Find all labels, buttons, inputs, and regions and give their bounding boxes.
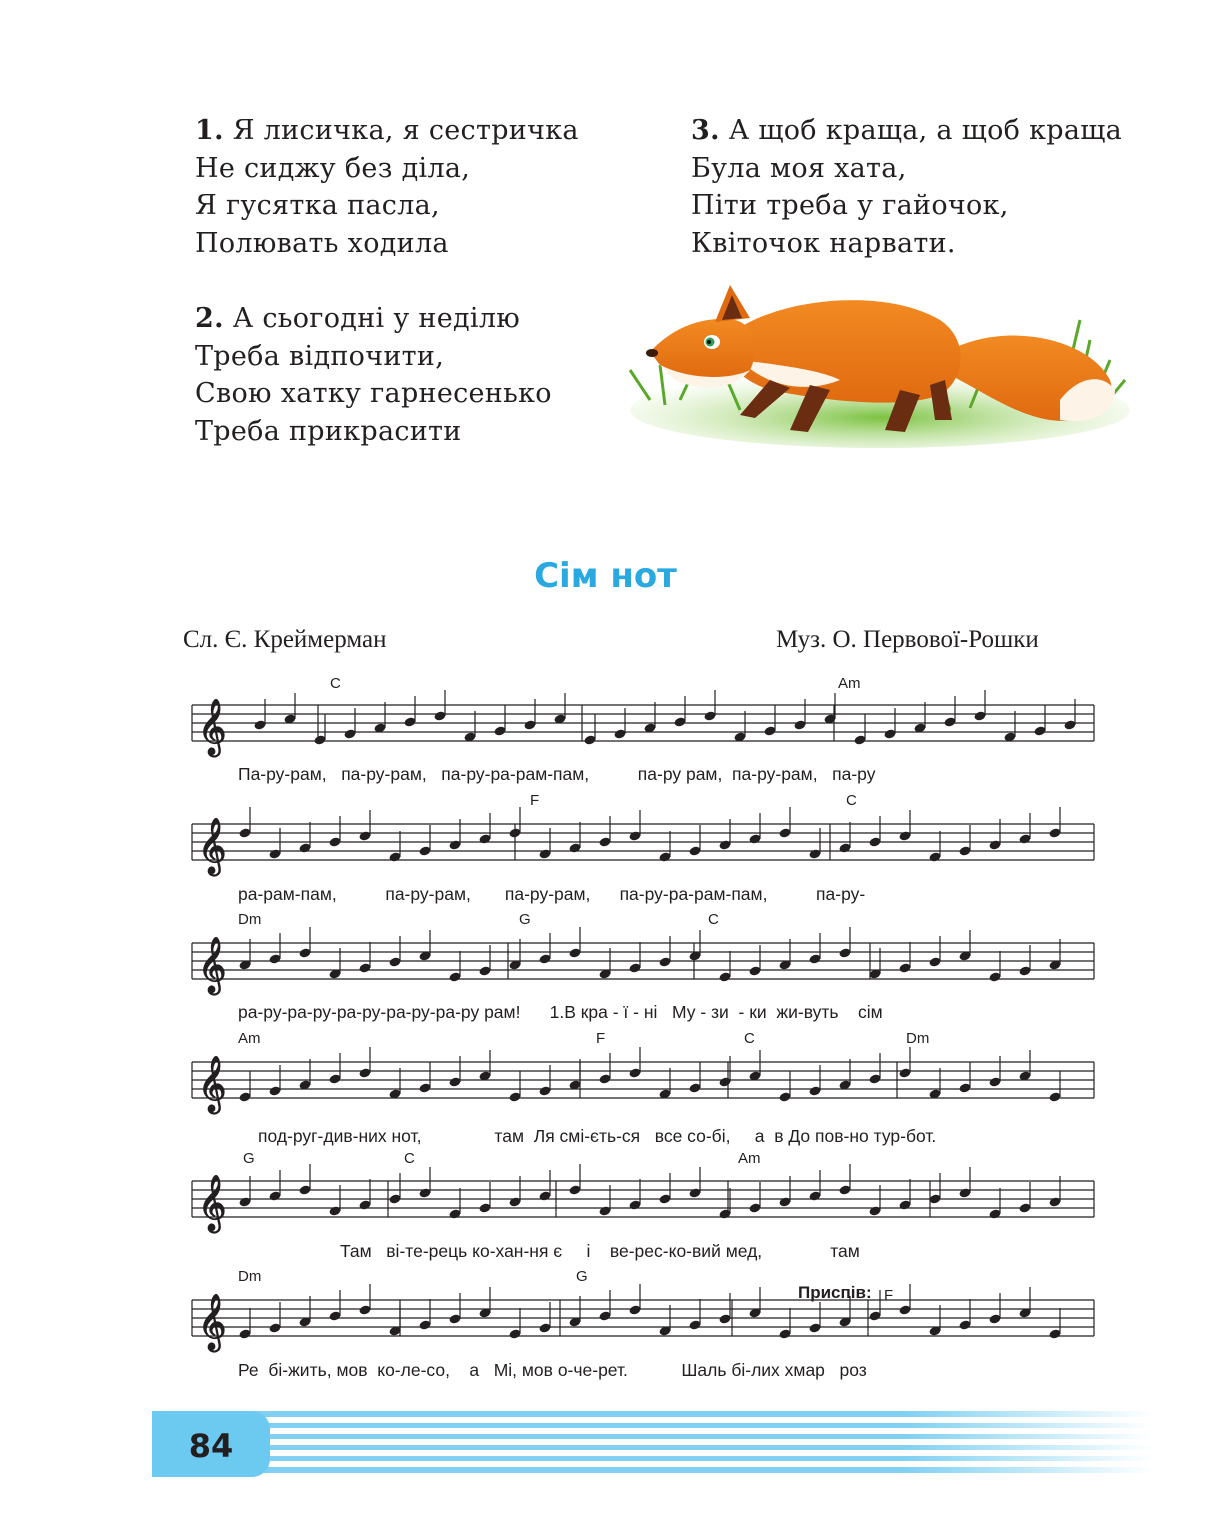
chord-symbol: C: [744, 1030, 755, 1047]
lyricist-credit: Сл. Є. Креймерман: [183, 626, 387, 653]
verse-1-line-4: Полювать ходила: [195, 227, 449, 259]
chord-symbol: C: [846, 792, 857, 809]
chord-symbol: F: [530, 792, 540, 809]
treble-clef-icon: 𝄞: [198, 701, 227, 754]
verse-2-line-1: [195, 300, 552, 338]
verse-2-line-4: Треба прикрасити: [195, 415, 462, 447]
verse-2: [195, 300, 552, 450]
verse-1-line-1: [195, 112, 579, 150]
sheet-music: [0, 660, 1211, 1400]
chord-symbol: F: [884, 1287, 894, 1304]
refrain-label: Приспів:: [798, 1283, 872, 1302]
verse-3-line-3: Піти треба у гайочок,: [691, 190, 1009, 221]
chord-symbol: Dm: [238, 911, 262, 928]
verse-2-number: 2.: [195, 303, 224, 334]
page-number-tab: [152, 1411, 270, 1477]
chord-symbol: Am: [838, 675, 861, 692]
composer-credit: Муз. О. Первової-Рошки: [776, 626, 1039, 653]
lyrics-line-3: ра-ру-ра-ру-ра-ру-ра-ру-ра-ру рам! 1.В кра - ї - ні Му - зи - ки жи-вуть сім: [238, 1002, 883, 1022]
verse-3-number: 3.: [691, 115, 720, 146]
verse-3-line-1: [691, 112, 1122, 150]
treble-clef-icon: 𝄞: [198, 820, 227, 873]
chord-symbol: Dm: [238, 1268, 262, 1285]
verse-3-line-4: Квіточок нарвати.: [691, 227, 956, 259]
verse-3-line-1-text: А щоб краща, а щоб краща: [728, 115, 1123, 146]
footer-stripes: [152, 1409, 1211, 1479]
chord-symbol: F: [596, 1030, 606, 1047]
chord-symbol: Dm: [906, 1030, 930, 1047]
treble-clef-icon: 𝄞: [198, 1058, 227, 1111]
lyrics-line-5: Там ві-те-рець ко-хан-ня є і ве-рес-ко-вий мед, там: [340, 1241, 860, 1261]
verse-3: [691, 112, 1122, 262]
verse-1-number: 1.: [195, 115, 224, 146]
lyrics-line-4: под-руг-див-них нот, там Ля смі-єть-ся все со-бі, а в До пов-но тур-бот.: [258, 1126, 937, 1146]
chord-symbol: G: [243, 1150, 255, 1167]
page-footer: [152, 1409, 1211, 1479]
lyrics-line-2: ра-рам-пам, па-ру-рам, па-ру-рам, па-ру-ра-рам-пам, па-ру-: [238, 884, 866, 904]
verse-2-line-2: Треба відпочити,: [195, 340, 445, 372]
verse-1: [195, 112, 579, 262]
chord-symbol: G: [576, 1268, 588, 1285]
chord-symbol: Am: [738, 1150, 761, 1167]
chord-symbol: C: [404, 1150, 415, 1167]
fox-illustration: [620, 280, 1130, 450]
chord-symbol: G: [519, 911, 531, 928]
chord-symbol: C: [708, 911, 719, 928]
treble-clef-icon: 𝄞: [198, 939, 227, 992]
page-number: 84: [188, 1427, 234, 1465]
treble-clef-icon: 𝄞: [198, 1177, 227, 1230]
verse-3-line-2: Була моя хата,: [691, 152, 907, 184]
verse-1-line-2: Не сиджу без діла,: [195, 152, 471, 184]
song-title: Сім нот: [534, 556, 677, 596]
verse-1-line-3: Я гусятка пасла,: [195, 190, 440, 221]
lyrics-line-1: Па-ру-рам, па-ру-рам, па-ру-ра-рам-пам, па-ру рам, па-ру-рам, па-ру: [238, 764, 876, 784]
lyrics-line-6: Ре бі-жить, мов ко-ле-со, а Мі, мов о-че-рет. Шаль бі-лих хмар роз: [238, 1360, 867, 1380]
fox-nose: [646, 349, 658, 357]
treble-clef-icon: 𝄞: [198, 1296, 227, 1349]
verse-2-line-1-text: А сьогодні у неділю: [232, 303, 521, 334]
chord-symbol: C: [330, 675, 341, 692]
verse-2-line-3: Свою хатку гарнесенько: [195, 378, 552, 409]
verse-1-line-1-text: Я лисичка, я сестричка: [232, 115, 579, 146]
chord-symbol: Am: [238, 1030, 261, 1047]
